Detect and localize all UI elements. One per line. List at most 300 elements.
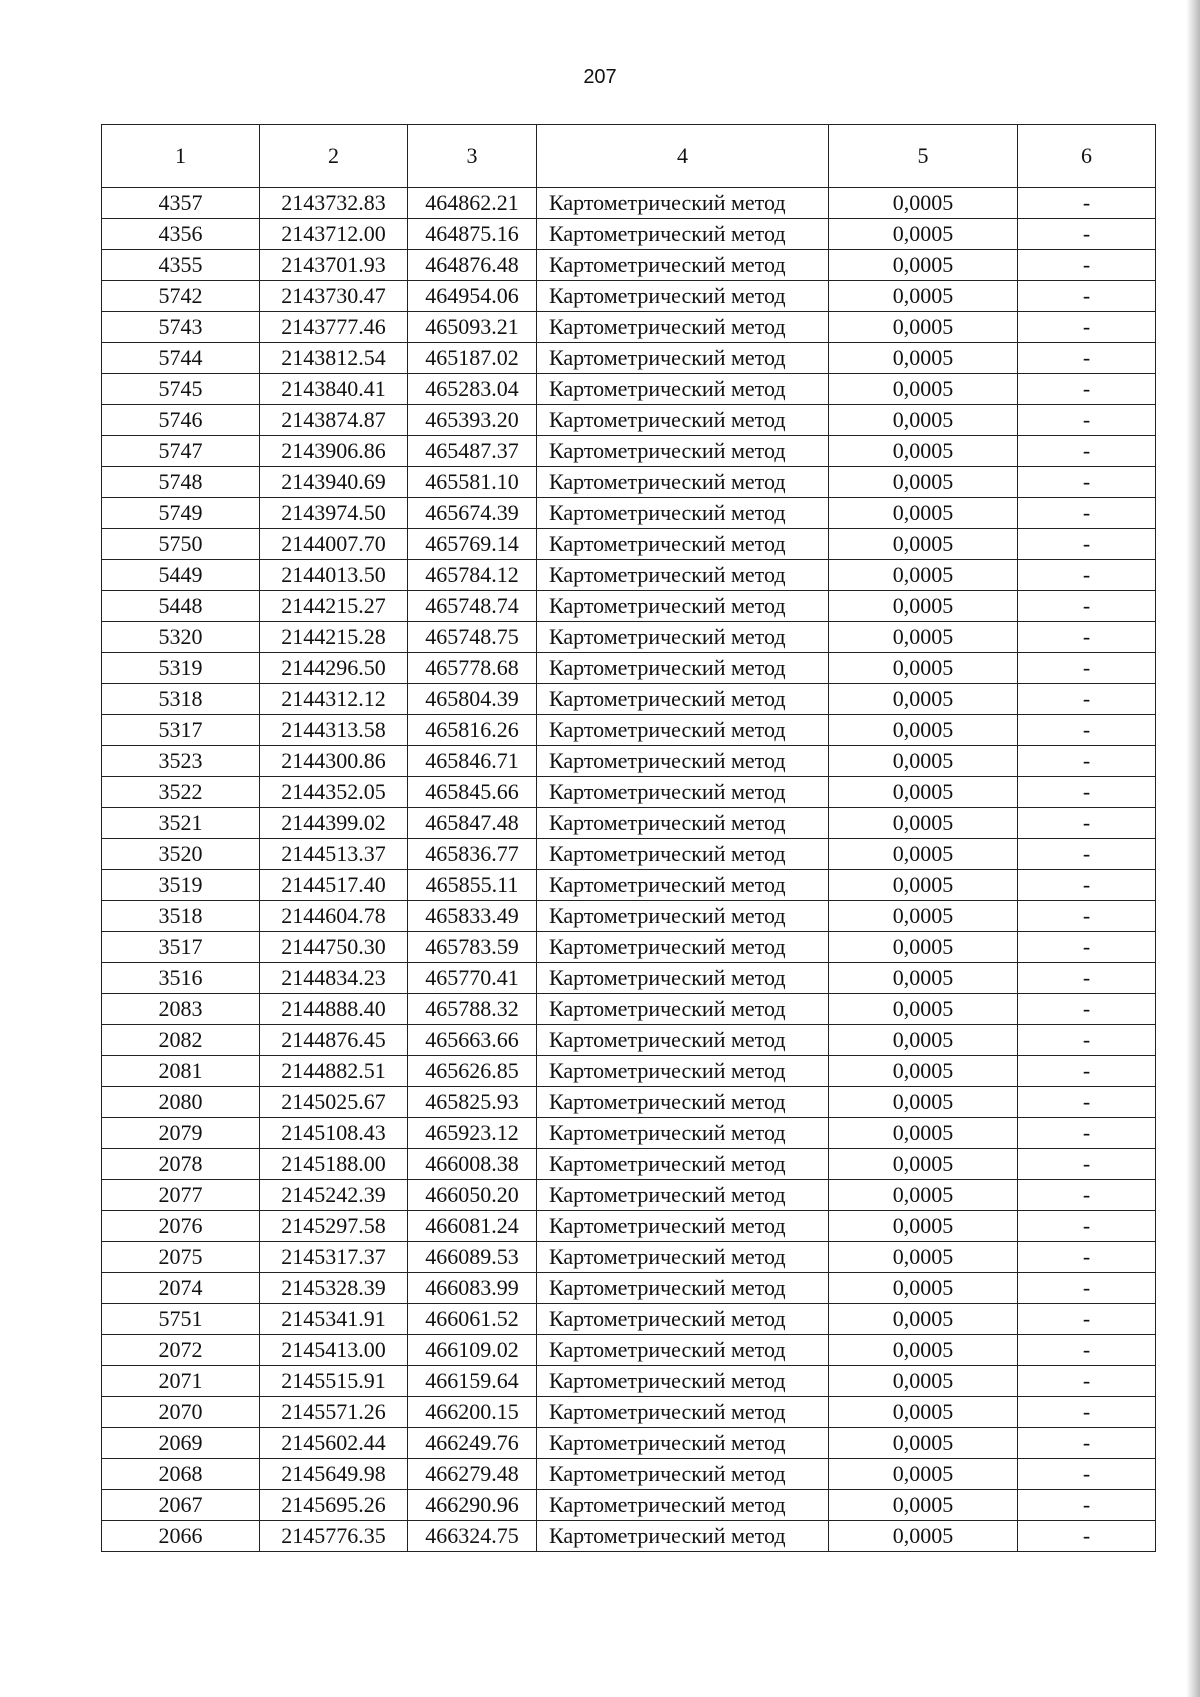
note-cell: - (1018, 281, 1156, 312)
accuracy-cell: 0,0005 (829, 1366, 1018, 1397)
x-coordinate-cell: 2145025.67 (260, 1087, 408, 1118)
table-row (102, 870, 1156, 901)
x-coordinate-cell: 2143840.41 (260, 374, 408, 405)
point-number-cell: 5319 (102, 653, 260, 684)
point-number-cell: 5745 (102, 374, 260, 405)
point-number-cell: 2080 (102, 1087, 260, 1118)
table-row (102, 684, 1156, 715)
note-cell: - (1018, 188, 1156, 219)
method-cell: Картометрический метод (537, 1428, 829, 1459)
point-number-cell: 5317 (102, 715, 260, 746)
y-coordinate-cell: 465845.66 (408, 777, 537, 808)
x-coordinate-cell: 2143777.46 (260, 312, 408, 343)
point-number-cell: 3520 (102, 839, 260, 870)
y-coordinate-cell: 465825.93 (408, 1087, 537, 1118)
x-coordinate-cell: 2145776.35 (260, 1521, 408, 1552)
x-coordinate-cell: 2144876.45 (260, 1025, 408, 1056)
method-cell: Картометрический метод (537, 467, 829, 498)
accuracy-cell: 0,0005 (829, 591, 1018, 622)
method-cell: Картометрический метод (537, 436, 829, 467)
table-row (102, 498, 1156, 529)
y-coordinate-cell: 466324.75 (408, 1521, 537, 1552)
table-row (102, 1242, 1156, 1273)
accuracy-cell: 0,0005 (829, 1335, 1018, 1366)
point-number-cell: 2071 (102, 1366, 260, 1397)
table-row (102, 1366, 1156, 1397)
point-number-cell: 2070 (102, 1397, 260, 1428)
x-coordinate-cell: 2143712.00 (260, 219, 408, 250)
note-cell: - (1018, 963, 1156, 994)
y-coordinate-cell: 464862.21 (408, 188, 537, 219)
point-number-cell: 5448 (102, 591, 260, 622)
accuracy-cell: 0,0005 (829, 932, 1018, 963)
note-cell: - (1018, 1397, 1156, 1428)
point-number-cell: 2067 (102, 1490, 260, 1521)
method-cell: Картометрический метод (537, 1242, 829, 1273)
y-coordinate-cell: 466081.24 (408, 1211, 537, 1242)
note-cell: - (1018, 1149, 1156, 1180)
method-cell: Картометрический метод (537, 1335, 829, 1366)
method-cell: Картометрический метод (537, 1459, 829, 1490)
y-coordinate-cell: 466159.64 (408, 1366, 537, 1397)
accuracy-cell: 0,0005 (829, 343, 1018, 374)
y-coordinate-cell: 465855.11 (408, 870, 537, 901)
table-row (102, 529, 1156, 560)
note-cell: - (1018, 684, 1156, 715)
table-row (102, 250, 1156, 281)
accuracy-cell: 0,0005 (829, 467, 1018, 498)
point-number-cell: 5748 (102, 467, 260, 498)
x-coordinate-cell: 2143906.86 (260, 436, 408, 467)
note-cell: - (1018, 467, 1156, 498)
table-row (102, 1521, 1156, 1552)
note-cell: - (1018, 405, 1156, 436)
method-cell: Картометрический метод (537, 405, 829, 436)
table-row (102, 1335, 1156, 1366)
point-number-cell: 4355 (102, 250, 260, 281)
y-coordinate-cell: 466249.76 (408, 1428, 537, 1459)
table-row (102, 715, 1156, 746)
method-cell: Картометрический метод (537, 1025, 829, 1056)
point-number-cell: 5749 (102, 498, 260, 529)
method-cell: Картометрический метод (537, 1180, 829, 1211)
y-coordinate-cell: 464875.16 (408, 219, 537, 250)
x-coordinate-cell: 2144300.86 (260, 746, 408, 777)
method-cell: Картометрический метод (537, 932, 829, 963)
point-number-cell: 2081 (102, 1056, 260, 1087)
method-cell: Картометрический метод (537, 281, 829, 312)
point-number-cell: 5747 (102, 436, 260, 467)
x-coordinate-cell: 2145515.91 (260, 1366, 408, 1397)
method-cell: Картометрический метод (537, 622, 829, 653)
y-coordinate-cell: 465626.85 (408, 1056, 537, 1087)
note-cell: - (1018, 591, 1156, 622)
method-cell: Картометрический метод (537, 1149, 829, 1180)
accuracy-cell: 0,0005 (829, 622, 1018, 653)
table-row (102, 746, 1156, 777)
x-coordinate-cell: 2144013.50 (260, 560, 408, 591)
note-cell: - (1018, 808, 1156, 839)
y-coordinate-cell: 466061.52 (408, 1304, 537, 1335)
accuracy-cell: 0,0005 (829, 1490, 1018, 1521)
table-row (102, 1180, 1156, 1211)
note-cell: - (1018, 622, 1156, 653)
accuracy-cell: 0,0005 (829, 870, 1018, 901)
note-cell: - (1018, 219, 1156, 250)
y-coordinate-cell: 466290.96 (408, 1490, 537, 1521)
method-cell: Картометрический метод (537, 1056, 829, 1087)
method-cell: Картометрический метод (537, 653, 829, 684)
note-cell: - (1018, 994, 1156, 1025)
column-header: 3 (408, 125, 537, 188)
x-coordinate-cell: 2145571.26 (260, 1397, 408, 1428)
method-cell: Картометрический метод (537, 777, 829, 808)
accuracy-cell: 0,0005 (829, 994, 1018, 1025)
table-row (102, 1428, 1156, 1459)
accuracy-cell: 0,0005 (829, 715, 1018, 746)
point-number-cell: 3521 (102, 808, 260, 839)
x-coordinate-cell: 2143812.54 (260, 343, 408, 374)
method-cell: Картометрический метод (537, 219, 829, 250)
point-number-cell: 2066 (102, 1521, 260, 1552)
point-number-cell: 3516 (102, 963, 260, 994)
method-cell: Картометрический метод (537, 1490, 829, 1521)
y-coordinate-cell: 465770.41 (408, 963, 537, 994)
note-cell: - (1018, 1366, 1156, 1397)
table-row (102, 1056, 1156, 1087)
x-coordinate-cell: 2145317.37 (260, 1242, 408, 1273)
note-cell: - (1018, 870, 1156, 901)
x-coordinate-cell: 2144517.40 (260, 870, 408, 901)
y-coordinate-cell: 465783.59 (408, 932, 537, 963)
table-row (102, 1490, 1156, 1521)
point-number-cell: 2079 (102, 1118, 260, 1149)
method-cell: Картометрический метод (537, 839, 829, 870)
method-cell: Картометрический метод (537, 1087, 829, 1118)
y-coordinate-cell: 465784.12 (408, 560, 537, 591)
table-row (102, 963, 1156, 994)
method-cell: Картометрический метод (537, 901, 829, 932)
table-row (102, 777, 1156, 808)
accuracy-cell: 0,0005 (829, 1118, 1018, 1149)
y-coordinate-cell: 465283.04 (408, 374, 537, 405)
accuracy-cell: 0,0005 (829, 808, 1018, 839)
accuracy-cell: 0,0005 (829, 529, 1018, 560)
method-cell: Картометрический метод (537, 715, 829, 746)
method-cell: Картометрический метод (537, 1397, 829, 1428)
table-row (102, 1459, 1156, 1490)
table-row (102, 1211, 1156, 1242)
column-header: 2 (260, 125, 408, 188)
table-row (102, 312, 1156, 343)
y-coordinate-cell: 465788.32 (408, 994, 537, 1025)
y-coordinate-cell: 466089.53 (408, 1242, 537, 1273)
method-cell: Картометрический метод (537, 963, 829, 994)
accuracy-cell: 0,0005 (829, 281, 1018, 312)
table-row (102, 1304, 1156, 1335)
x-coordinate-cell: 2143940.69 (260, 467, 408, 498)
point-number-cell: 5742 (102, 281, 260, 312)
x-coordinate-cell: 2145602.44 (260, 1428, 408, 1459)
table-header-row (102, 125, 1156, 188)
method-cell: Картометрический метод (537, 1211, 829, 1242)
point-number-cell: 5744 (102, 343, 260, 374)
y-coordinate-cell: 466109.02 (408, 1335, 537, 1366)
accuracy-cell: 0,0005 (829, 963, 1018, 994)
method-cell: Картометрический метод (537, 343, 829, 374)
note-cell: - (1018, 746, 1156, 777)
note-cell: - (1018, 1304, 1156, 1335)
scan-edge-shadow (1186, 0, 1200, 1697)
accuracy-cell: 0,0005 (829, 1304, 1018, 1335)
table-row (102, 591, 1156, 622)
method-cell: Картометрический метод (537, 374, 829, 405)
method-cell: Картометрический метод (537, 746, 829, 777)
point-number-cell: 2068 (102, 1459, 260, 1490)
y-coordinate-cell: 465487.37 (408, 436, 537, 467)
table-body (102, 188, 1156, 1552)
y-coordinate-cell: 465923.12 (408, 1118, 537, 1149)
note-cell: - (1018, 250, 1156, 281)
column-header: 5 (829, 125, 1018, 188)
x-coordinate-cell: 2145341.91 (260, 1304, 408, 1335)
accuracy-cell: 0,0005 (829, 839, 1018, 870)
point-number-cell: 2074 (102, 1273, 260, 1304)
x-coordinate-cell: 2144215.27 (260, 591, 408, 622)
table-row (102, 622, 1156, 653)
point-number-cell: 3523 (102, 746, 260, 777)
accuracy-cell: 0,0005 (829, 1273, 1018, 1304)
y-coordinate-cell: 465187.02 (408, 343, 537, 374)
note-cell: - (1018, 1180, 1156, 1211)
note-cell: - (1018, 1490, 1156, 1521)
y-coordinate-cell: 466279.48 (408, 1459, 537, 1490)
method-cell: Картометрический метод (537, 1366, 829, 1397)
y-coordinate-cell: 465748.75 (408, 622, 537, 653)
accuracy-cell: 0,0005 (829, 1025, 1018, 1056)
y-coordinate-cell: 465846.71 (408, 746, 537, 777)
y-coordinate-cell: 464954.06 (408, 281, 537, 312)
method-cell: Картометрический метод (537, 591, 829, 622)
accuracy-cell: 0,0005 (829, 1521, 1018, 1552)
note-cell: - (1018, 1459, 1156, 1490)
method-cell: Картометрический метод (537, 994, 829, 1025)
x-coordinate-cell: 2144888.40 (260, 994, 408, 1025)
table-row (102, 560, 1156, 591)
point-number-cell: 2082 (102, 1025, 260, 1056)
accuracy-cell: 0,0005 (829, 1149, 1018, 1180)
accuracy-cell: 0,0005 (829, 560, 1018, 591)
table-row (102, 1087, 1156, 1118)
table-row (102, 467, 1156, 498)
x-coordinate-cell: 2144215.28 (260, 622, 408, 653)
note-cell: - (1018, 529, 1156, 560)
accuracy-cell: 0,0005 (829, 1428, 1018, 1459)
x-coordinate-cell: 2145695.26 (260, 1490, 408, 1521)
y-coordinate-cell: 464876.48 (408, 250, 537, 281)
table-row (102, 1149, 1156, 1180)
point-number-cell: 5751 (102, 1304, 260, 1335)
x-coordinate-cell: 2144296.50 (260, 653, 408, 684)
accuracy-cell: 0,0005 (829, 746, 1018, 777)
note-cell: - (1018, 715, 1156, 746)
point-number-cell: 5318 (102, 684, 260, 715)
y-coordinate-cell: 465847.48 (408, 808, 537, 839)
point-number-cell: 2069 (102, 1428, 260, 1459)
table-row (102, 374, 1156, 405)
y-coordinate-cell: 466050.20 (408, 1180, 537, 1211)
point-number-cell: 5750 (102, 529, 260, 560)
x-coordinate-cell: 2144312.12 (260, 684, 408, 715)
table-row (102, 281, 1156, 312)
x-coordinate-cell: 2144750.30 (260, 932, 408, 963)
table-row (102, 932, 1156, 963)
accuracy-cell: 0,0005 (829, 1459, 1018, 1490)
column-header: 4 (537, 125, 829, 188)
y-coordinate-cell: 465816.26 (408, 715, 537, 746)
note-cell: - (1018, 1211, 1156, 1242)
method-cell: Картометрический метод (537, 684, 829, 715)
note-cell: - (1018, 498, 1156, 529)
accuracy-cell: 0,0005 (829, 684, 1018, 715)
y-coordinate-cell: 466008.38 (408, 1149, 537, 1180)
y-coordinate-cell: 465769.14 (408, 529, 537, 560)
x-coordinate-cell: 2144399.02 (260, 808, 408, 839)
method-cell: Картометрический метод (537, 1118, 829, 1149)
note-cell: - (1018, 1118, 1156, 1149)
note-cell: - (1018, 343, 1156, 374)
method-cell: Картометрический метод (537, 870, 829, 901)
point-number-cell: 2075 (102, 1242, 260, 1273)
y-coordinate-cell: 465674.39 (408, 498, 537, 529)
accuracy-cell: 0,0005 (829, 374, 1018, 405)
x-coordinate-cell: 2144604.78 (260, 901, 408, 932)
y-coordinate-cell: 465393.20 (408, 405, 537, 436)
x-coordinate-cell: 2145242.39 (260, 1180, 408, 1211)
point-number-cell: 5320 (102, 622, 260, 653)
accuracy-cell: 0,0005 (829, 1211, 1018, 1242)
table-row (102, 808, 1156, 839)
table-row (102, 1273, 1156, 1304)
point-number-cell: 3519 (102, 870, 260, 901)
y-coordinate-cell: 465663.66 (408, 1025, 537, 1056)
table-row (102, 188, 1156, 219)
note-cell: - (1018, 1273, 1156, 1304)
method-cell: Картометрический метод (537, 498, 829, 529)
page-number: 207 (583, 66, 617, 88)
point-number-cell: 2083 (102, 994, 260, 1025)
note-cell: - (1018, 1521, 1156, 1552)
accuracy-cell: 0,0005 (829, 312, 1018, 343)
note-cell: - (1018, 374, 1156, 405)
method-cell: Картометрический метод (537, 1521, 829, 1552)
accuracy-cell: 0,0005 (829, 219, 1018, 250)
note-cell: - (1018, 1056, 1156, 1087)
point-number-cell: 5449 (102, 560, 260, 591)
x-coordinate-cell: 2145649.98 (260, 1459, 408, 1490)
accuracy-cell: 0,0005 (829, 1397, 1018, 1428)
x-coordinate-cell: 2145297.58 (260, 1211, 408, 1242)
x-coordinate-cell: 2145413.00 (260, 1335, 408, 1366)
table-row (102, 653, 1156, 684)
x-coordinate-cell: 2144513.37 (260, 839, 408, 870)
method-cell: Картометрический метод (537, 312, 829, 343)
table-row (102, 901, 1156, 932)
x-coordinate-cell: 2144882.51 (260, 1056, 408, 1087)
method-cell: Картометрический метод (537, 529, 829, 560)
accuracy-cell: 0,0005 (829, 1180, 1018, 1211)
note-cell: - (1018, 1025, 1156, 1056)
point-number-cell: 5746 (102, 405, 260, 436)
x-coordinate-cell: 2143974.50 (260, 498, 408, 529)
note-cell: - (1018, 1428, 1156, 1459)
point-number-cell: 5743 (102, 312, 260, 343)
x-coordinate-cell: 2145108.43 (260, 1118, 408, 1149)
table-row (102, 436, 1156, 467)
y-coordinate-cell: 465804.39 (408, 684, 537, 715)
y-coordinate-cell: 465778.68 (408, 653, 537, 684)
accuracy-cell: 0,0005 (829, 1087, 1018, 1118)
accuracy-cell: 0,0005 (829, 653, 1018, 684)
x-coordinate-cell: 2143730.47 (260, 281, 408, 312)
point-number-cell: 2072 (102, 1335, 260, 1366)
x-coordinate-cell: 2145188.00 (260, 1149, 408, 1180)
point-number-cell: 4357 (102, 188, 260, 219)
table-row (102, 219, 1156, 250)
y-coordinate-cell: 465581.10 (408, 467, 537, 498)
accuracy-cell: 0,0005 (829, 405, 1018, 436)
method-cell: Картометрический метод (537, 188, 829, 219)
column-header: 1 (102, 125, 260, 188)
note-cell: - (1018, 560, 1156, 591)
accuracy-cell: 0,0005 (829, 436, 1018, 467)
note-cell: - (1018, 653, 1156, 684)
point-number-cell: 3522 (102, 777, 260, 808)
x-coordinate-cell: 2143701.93 (260, 250, 408, 281)
y-coordinate-cell: 466083.99 (408, 1273, 537, 1304)
accuracy-cell: 0,0005 (829, 498, 1018, 529)
table-row (102, 994, 1156, 1025)
y-coordinate-cell: 465093.21 (408, 312, 537, 343)
note-cell: - (1018, 901, 1156, 932)
y-coordinate-cell: 465833.49 (408, 901, 537, 932)
accuracy-cell: 0,0005 (829, 188, 1018, 219)
method-cell: Картометрический метод (537, 250, 829, 281)
x-coordinate-cell: 2144834.23 (260, 963, 408, 994)
x-coordinate-cell: 2144007.70 (260, 529, 408, 560)
y-coordinate-cell: 465836.77 (408, 839, 537, 870)
note-cell: - (1018, 312, 1156, 343)
method-cell: Картометрический метод (537, 1273, 829, 1304)
note-cell: - (1018, 839, 1156, 870)
note-cell: - (1018, 436, 1156, 467)
y-coordinate-cell: 466200.15 (408, 1397, 537, 1428)
y-coordinate-cell: 465748.74 (408, 591, 537, 622)
note-cell: - (1018, 932, 1156, 963)
note-cell: - (1018, 1335, 1156, 1366)
note-cell: - (1018, 1242, 1156, 1273)
accuracy-cell: 0,0005 (829, 250, 1018, 281)
accuracy-cell: 0,0005 (829, 1242, 1018, 1273)
note-cell: - (1018, 777, 1156, 808)
table-row (102, 405, 1156, 436)
column-header: 6 (1018, 125, 1156, 188)
point-number-cell: 4356 (102, 219, 260, 250)
table-row (102, 1118, 1156, 1149)
table-row (102, 839, 1156, 870)
table-row (102, 1397, 1156, 1428)
table-row (102, 343, 1156, 374)
